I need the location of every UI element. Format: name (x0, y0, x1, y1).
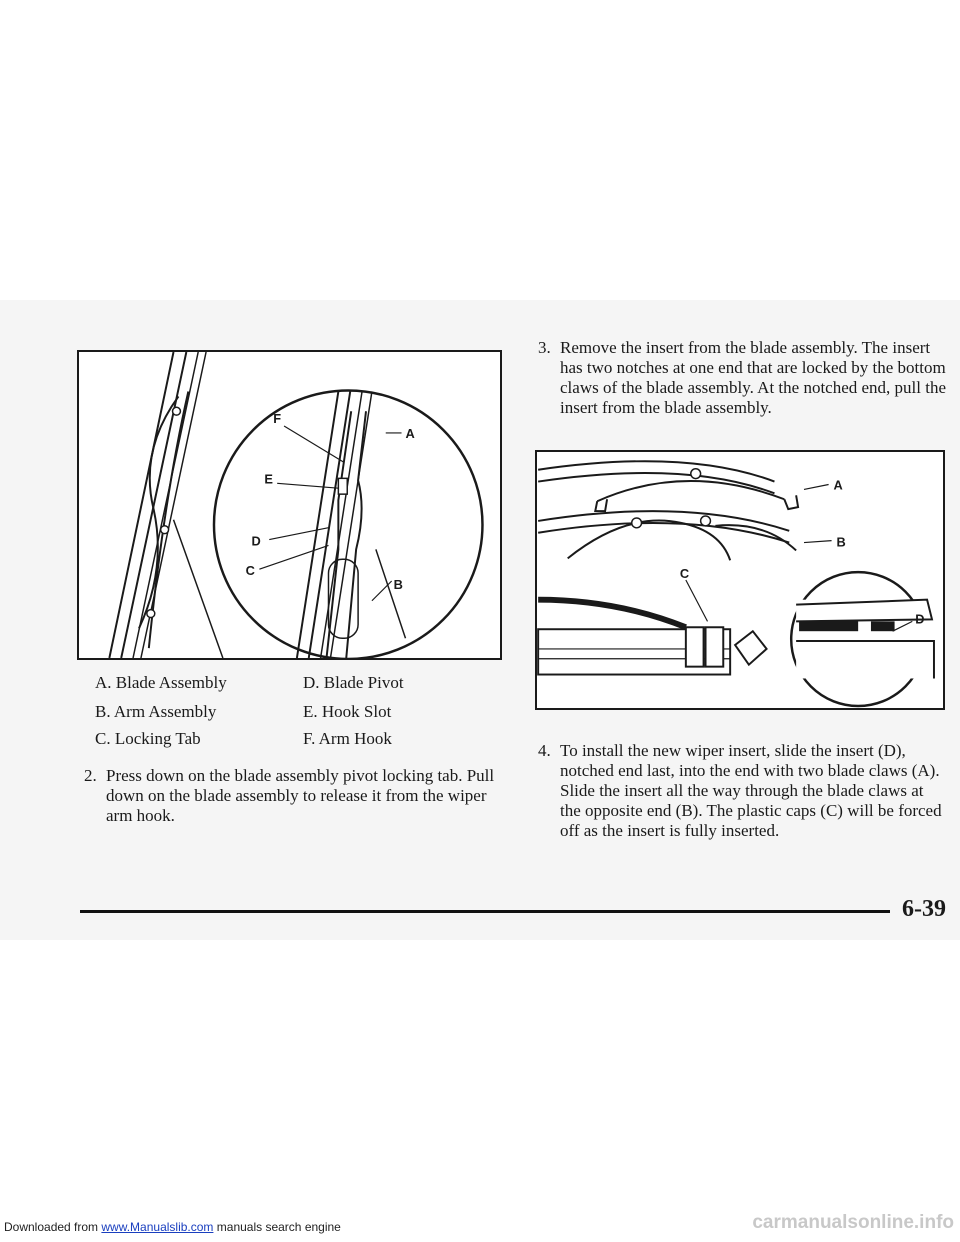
step-number: 2. (84, 766, 97, 785)
callout-d: D (915, 611, 925, 627)
wiper-arm-figure (77, 350, 502, 660)
bottom-margin (0, 940, 960, 1242)
legend-item: D. Blade Pivot (303, 673, 404, 692)
page-number: 6-39 (902, 896, 946, 922)
legend-item: E. Hook Slot (303, 702, 392, 721)
callout-b: B (836, 534, 846, 550)
callout-e: E (264, 471, 273, 487)
step-2 (84, 766, 514, 826)
step-number: 4. (538, 741, 551, 760)
wiper-arm-illustration (79, 352, 500, 658)
manualslib-link[interactable]: www.Manualslib.com (101, 1220, 214, 1234)
step-text: Press down on the blade assembly pivot locking tab. Pull down on the blade assembly to release it from the wiper arm hook. (106, 766, 495, 825)
legend-item: B. Arm Assembly (95, 702, 217, 721)
callout-c: C (245, 563, 255, 579)
step-4 (538, 741, 948, 841)
step-text: To install the new wiper insert, slide the insert (D), notched end last, into the end with two blade claws (A). Slide the insert all the way through the blade claws at the opposite end (B). The plastic caps (C) will be forced off as the insert is fully inserted. (560, 741, 942, 840)
legend-item: C. Locking Tab (95, 729, 201, 748)
callout-c: C (679, 566, 690, 582)
brand-watermark: carmanualsonline.info (752, 1212, 954, 1233)
wiper-insert-illustration (537, 452, 943, 708)
step-number: 3. (538, 338, 551, 357)
callout-a: A (833, 477, 843, 493)
callout-b: B (393, 576, 403, 592)
download-notice (4, 1220, 341, 1234)
callout-a: A (405, 425, 415, 441)
legend-item: A. Blade Assembly (95, 673, 227, 692)
callout-f: F (273, 411, 282, 427)
legend-item: F. Arm Hook (303, 729, 392, 748)
top-margin (0, 0, 960, 300)
download-suffix: manuals search engine (213, 1220, 341, 1234)
step-text: Remove the insert from the blade assembly. The insert has two notches at one end that are locked by the bottom claws of the blade assembly. At the notched end, pull the insert from the blade assembly. (560, 338, 947, 417)
footer-rule (80, 910, 890, 913)
wiper-insert-figure (535, 450, 945, 710)
step-3 (538, 338, 948, 418)
download-prefix: Downloaded from (4, 1220, 102, 1234)
callout-d: D (251, 533, 261, 549)
